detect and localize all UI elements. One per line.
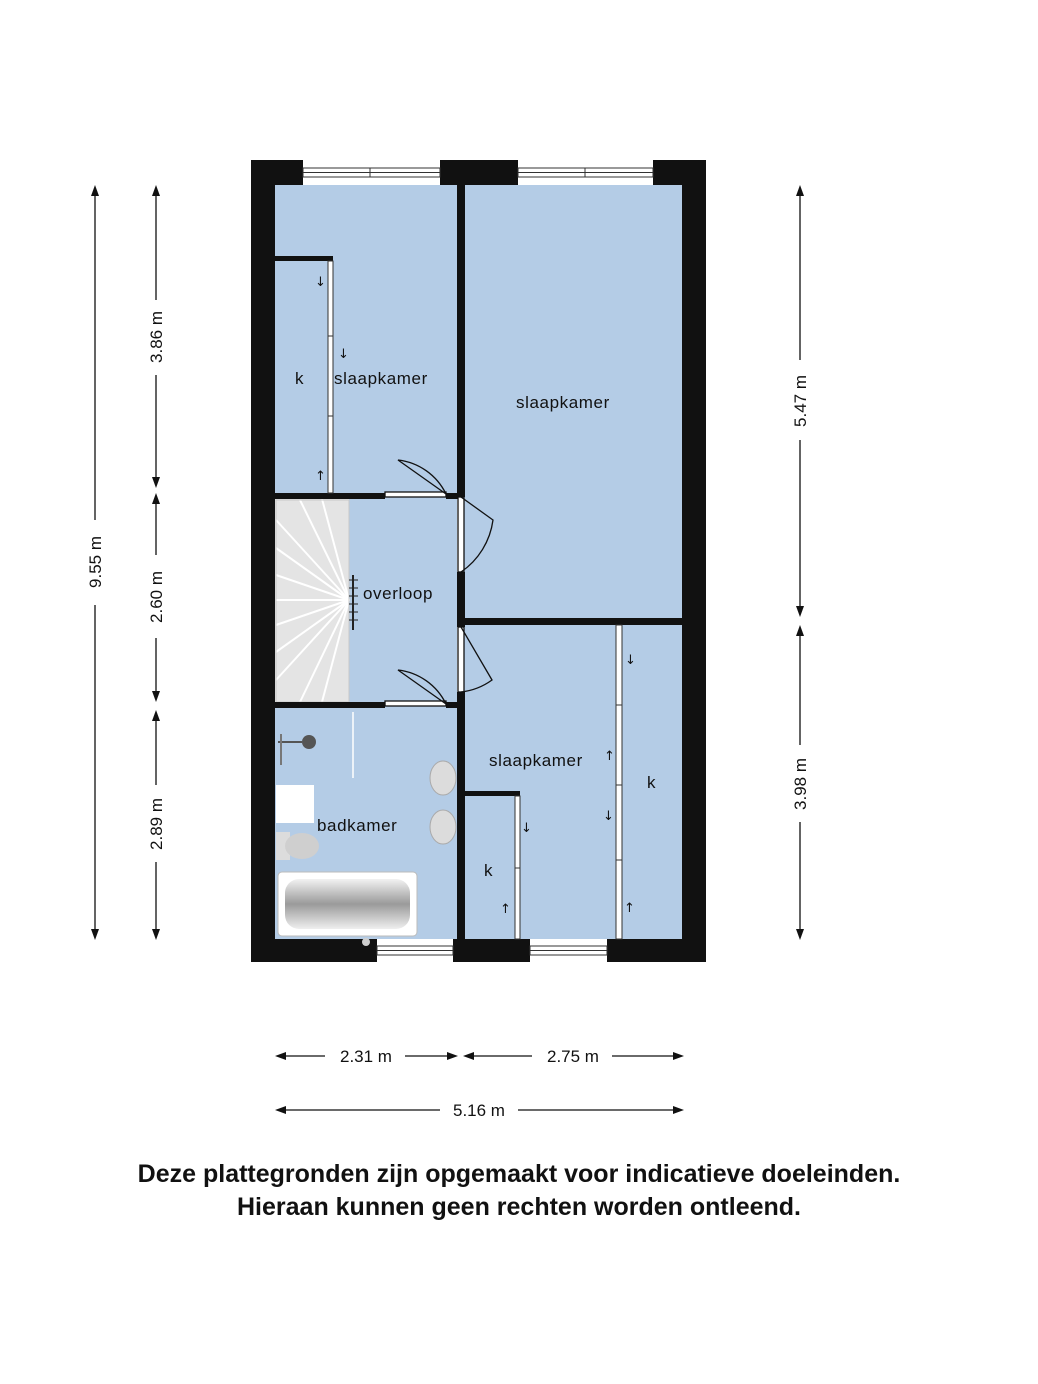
arrow-down: ↓: [338, 347, 349, 362]
floor-bedroom-top-left: [275, 185, 457, 495]
staircase: [275, 498, 358, 703]
dim-bottom-left: 2.31 m: [340, 1047, 392, 1066]
dim-total-height: 9.55 m: [86, 536, 105, 588]
dim-left-middle: 2.60 m: [147, 571, 166, 623]
room-label-closet-right: k: [647, 773, 657, 792]
room-label-bedroom-large: slaapkamer: [516, 393, 610, 412]
room-label-closet-small: k: [484, 861, 494, 880]
drain: [362, 938, 370, 946]
dim-left-top: 3.86 m: [147, 311, 166, 363]
dim-bottom-right: 2.75 m: [547, 1047, 599, 1066]
shower-head: [302, 735, 316, 749]
room-label-closet-top-left: k: [295, 369, 305, 388]
dim-right-top: 5.47 m: [791, 375, 810, 427]
arrow-up: ↑: [500, 902, 511, 917]
room-label-landing: overloop: [363, 584, 434, 603]
room-label-bedroom-bottom-right: slaapkamer: [489, 751, 583, 770]
dim-total-width: 5.16 m: [453, 1101, 505, 1120]
disclaimer-line-1: Deze plattegronden zijn opgemaakt voor indicatieve doeleinden.: [137, 1160, 901, 1188]
room-label-bathroom: badkamer: [317, 816, 398, 835]
sink-cabinet: [276, 785, 314, 823]
dim-right-bottom: 3.98 m: [791, 758, 810, 810]
dim-left-bottom: 2.89 m: [147, 798, 166, 850]
sink-lower: [430, 810, 456, 844]
arrow-down: ↓: [625, 653, 636, 668]
arrow-down: ↓: [315, 275, 326, 290]
arrow-down: ↓: [521, 821, 532, 836]
disclaimer-line-2: Hieraan kunnen geen rechten worden ontleend.: [237, 1193, 801, 1221]
arrow-down: ↓: [603, 809, 614, 824]
sink-upper: [430, 761, 456, 795]
arrow-up: ↑: [315, 469, 326, 484]
arrow-up: ↑: [604, 749, 615, 764]
arrow-up: ↑: [624, 901, 635, 916]
room-label-bedroom-top-left: slaapkamer: [334, 369, 428, 388]
